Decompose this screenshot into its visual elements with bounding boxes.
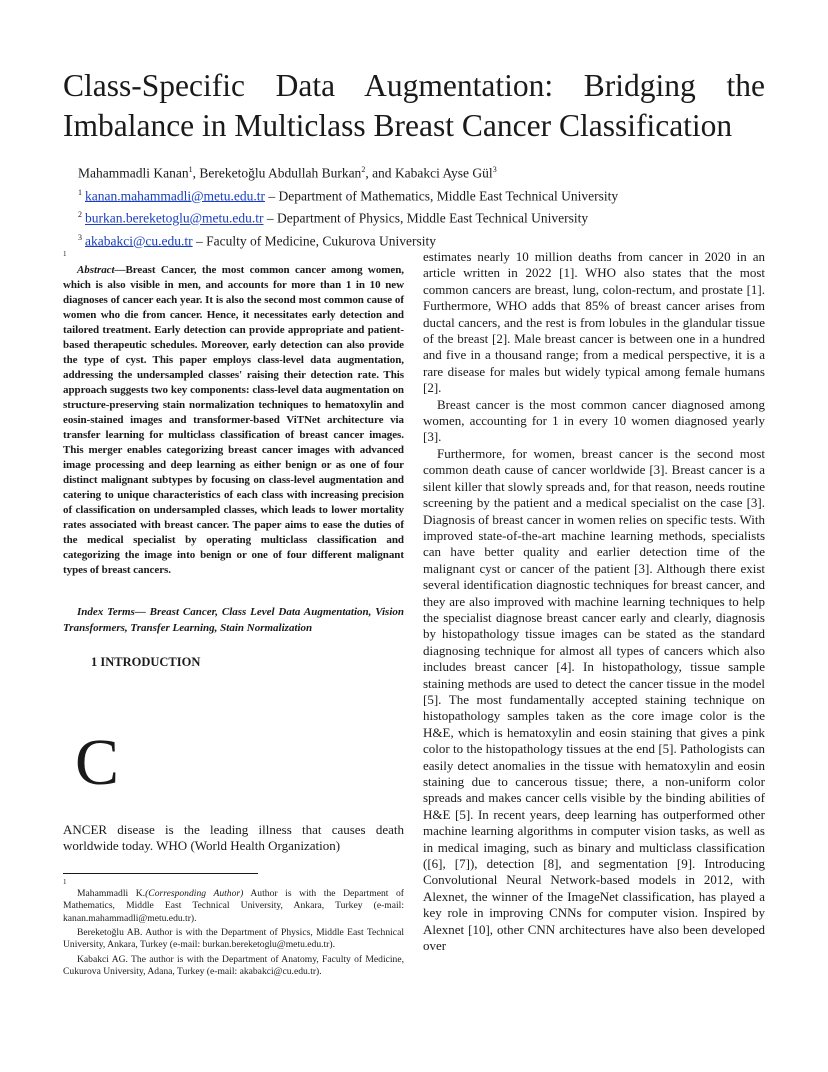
abstract xyxy=(63,263,404,578)
abstract-text: —Breast Cancer, the most common cancer among women, which is also visible in men, and accounts for more than 1 in 10 new diagnoses of cancer each year. It is also the second most common cause of women who die from cancer. Hence, it necessitates early detection and tailored treatment. Early detection can provide appropriate and patient-based therapeutic schedules. Moreover, early detection can also provide the type of cyst. This paper employs class-level data augmentation, addressing the undersampled classes' raising their detection rate. This approach suggests two key components: class-level data augmentation on structure-preserving stain normalization techniques to hematoxylin and eosin-stained images and transformer-based ViTNet architecture via transfer learning for multiclass classification of breast cancer images. This merger enables categorizing breast cancer images with advanced image processing and deep learning as either benign or as one of four distinct malignant subtypes by focusing on class-level augmentation and catering to unique characteristics of each class with increasing precision of classification on undersampled classes, which leads to lower mortality rates associated with breast cancer. The paper aims to ease the duties of the medical specialist by operating multiclass classification and categorizing the image into benign or one of four different malignant types of breast cancers. xyxy=(63,264,404,576)
affiliation-number: 3 xyxy=(78,232,82,242)
paper-title: Class-Specific Data Augmentation: Bridging the Imbalance in Multiclass Breast Cancer Classification xyxy=(63,68,765,143)
affiliation-number: 2 xyxy=(78,210,82,219)
author-name: Kabakci Ayse Gül xyxy=(394,165,493,181)
drop-cap: C xyxy=(75,726,120,799)
email-link[interactable]: kanan.mahammadli@metu.edu.tr xyxy=(85,188,266,203)
author-superscript: 2 xyxy=(361,165,366,174)
email-link[interactable]: akabakci@cu.edu.tr xyxy=(85,233,193,248)
intro-paragraph: ANCER disease is the leading illness that causes death worldwide today. WHO (World Health Organization) xyxy=(63,822,404,854)
author-names xyxy=(78,160,778,183)
index-terms: Index Terms— Breast Cancer, Class Level Data Augmentation, Vision Transformers, Transfer Learning, Stain Normalization xyxy=(63,606,404,634)
left-column xyxy=(63,250,404,979)
affiliation-department: – Faculty of Medicine, Cukurova University xyxy=(192,233,436,248)
dropcap-block xyxy=(63,726,404,822)
section-heading: 1 INTRODUCTION xyxy=(91,655,201,669)
author-footnote: Kabakci AG. The author is with the Department of Anatomy, Faculty of Medicine, Cukurova University, Adana, Turkey (e-mail: akabakci@cu.edu.tr). xyxy=(63,953,404,978)
footnote-divider xyxy=(63,873,258,874)
author-name: Bereketoğlu Abdullah Burkan xyxy=(199,165,362,181)
affiliation-department: – Department of Physics, Middle East Technical University xyxy=(263,210,589,226)
body-paragraph: Furthermore, for women, breast cancer is the second most common death cause of cancer worldwide [3]. Breast cancer is a silent killer that slowly spreads and, for that reason, needs routine screening by the patient and a medical specialist on the case [3]. Diagnosis of breast cancer in women relies on specific tests. With improved state-of-the-art machine learning methods, specialists can have better quality and earlier detection time of the malignant cyst or cancer of the patient [3]. Although there exist several identification diagnostic techniques for breast cancer, and they are also improved with machine learning techniques to help the specialist diagnose breast cancer early and clearly, diagnosis by histopathology tissue images can be stated as the standard diagnosing technique for almost all types of cancers which also includes breast cancer [4]. In histopathology, tissue sample staining methods are used to detect the cancer tissue in the model [5]. The most fundamentally accepted staining technique on histopathology samples taken as the core image color is the H&E, which is hematoxylin and eosin staining that gives a pink color to the histopathology tissues at the end [5]. Pathologists can easily detect anomalies in the tissue with hematoxylin and eosin staining due to cancerous tissue; there, a non-uniform color spreads and makes cancer cells visible by the binding abilities of H&E [5]. In recent years, deep learning has outperformed other machine learning algorithms in computer vision tasks, as well as in medical imaging, such as binary and multiclass classification ([6], [7]), detection [8], and segmentation [9]. Introducing Convolutional Neural Network-based models in 2012, with Alexnet, the winner of the ImageNet classification, has played a key role in improving CNNs for computer vision. Inspired by Alexnet [10], other CNN architectures have also been developed over xyxy=(423,445,765,954)
affiliation-line xyxy=(78,228,778,251)
affiliation-line xyxy=(78,205,778,228)
abstract-label: Abstract xyxy=(77,264,115,276)
author-superscript: 1 xyxy=(188,165,193,174)
affiliation-number: 1 xyxy=(78,187,82,197)
right-column xyxy=(423,249,765,954)
author-separator: , and xyxy=(365,165,395,181)
footnote-role: (Corresponding Author) xyxy=(145,887,244,899)
body-paragraph: Breast cancer is the most common cancer diagnosed among women, accounting for 1 in every 10 women diagnosed yearly [3]. xyxy=(423,396,765,445)
affiliation-department: – Department of Mathematics, Middle East Technical University xyxy=(265,188,619,203)
author-separator: , xyxy=(192,165,200,181)
author-footnote xyxy=(63,888,404,925)
footnote-marker: 1 xyxy=(63,877,67,886)
body-paragraph: estimates nearly 10 million deaths from cancer in 2020 in an article written in 2022 [1]. WHO also states that the most common cancers are breast, lung, colon-rectum, and prostate [1]. Furthermore, WHO adds that 85% of breast cancer arises from ductal cancers, and the rest is from lobules in the glandular tissue of the breast [2]. Male breast cancer is between one in a hundred and five in a thousand range; from a medical perspective, it is a rare disease for males but widely typical among female humans [2]. xyxy=(423,249,765,396)
affiliation-line xyxy=(78,183,778,206)
author-block xyxy=(78,160,778,250)
footnote-marker: 1 xyxy=(63,250,67,258)
email-link[interactable]: burkan.bereketoglu@metu.edu.tr xyxy=(85,210,264,226)
footnote-text: Mahammadli K. xyxy=(77,887,146,899)
author-footnote: Bereketoğlu AB. Author is with the Department of Physics, Middle East Technical University, Ankara, Turkey (e-mail: burkan.bereketoglu@metu.edu.tr). xyxy=(63,927,404,951)
footnote-text: Author is with the Department of Mathematics, Middle East Technical University, Ankara, Turkey (e-mail: kanan.mahammadli@metu.edu.tr). xyxy=(63,887,404,924)
author-superscript: 3 xyxy=(492,165,497,174)
author-name: Mahammadli Kanan xyxy=(78,165,189,181)
